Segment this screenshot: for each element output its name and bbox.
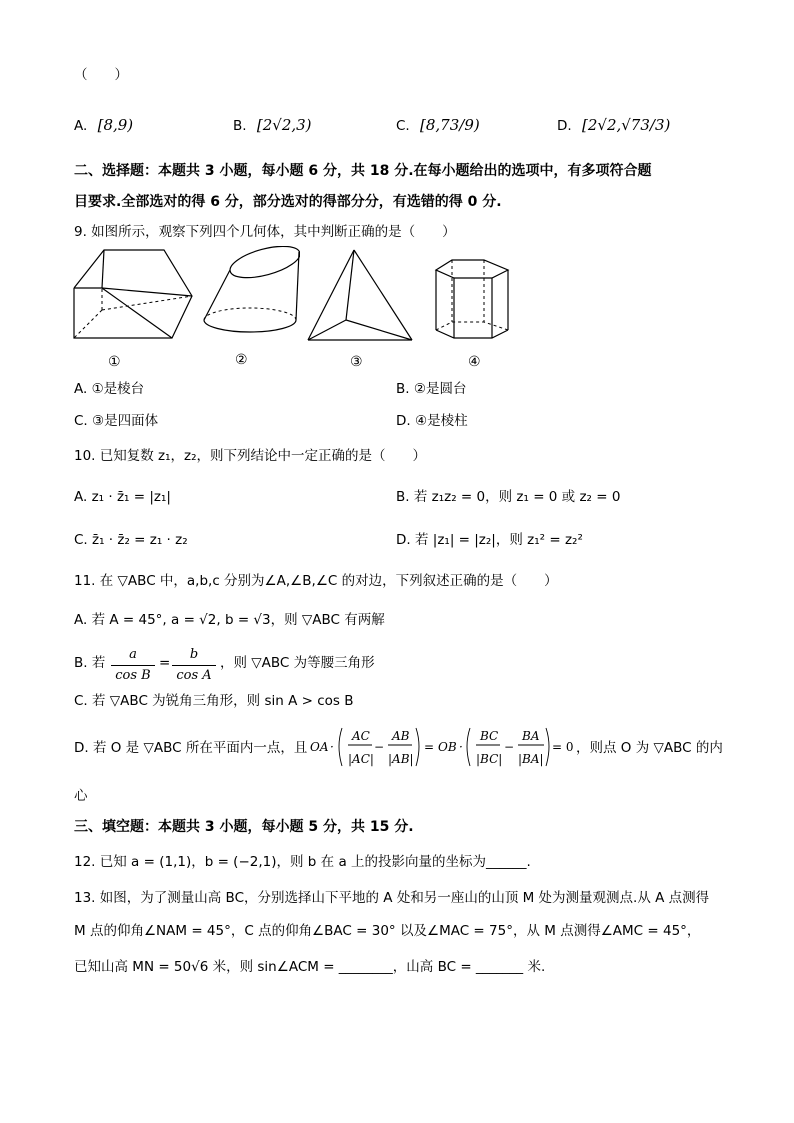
question-8-answer-paren: （ ）: [74, 67, 128, 83]
q9-option-b: B. ②是圆台: [396, 381, 467, 397]
svg-text:BA: BA: [522, 729, 540, 743]
q11-option-c: C. 若 ▽ABC 为锐角三角形，则 sin A > cos B: [74, 693, 354, 709]
q9-option-c: C. ③是四面体: [74, 413, 159, 429]
svg-text:OA: OA: [310, 740, 329, 754]
q8-option-d-value: [2√2,√73/3): [581, 116, 671, 134]
svg-text:−: −: [504, 740, 515, 754]
q13-line1: 13. 如图，为了测量山高 BC，分别选择山下平地的 A 处和另一座山的山顶 M 处为测量观测点.从 A 点测得: [74, 890, 710, 906]
svg-text:AC: AC: [352, 729, 370, 743]
q8-option-b-label: B.: [233, 118, 247, 134]
q8-option-c-value: [8,73/9): [420, 116, 480, 134]
q10-option-d: D. 若 |z₁| = |z₂|，则 z₁² = z₂²: [396, 532, 583, 548]
figure-4-solid: [434, 256, 514, 342]
q10-option-b: B. 若 z₁z₂ = 0，则 z₁ = 0 或 z₂ = 0: [396, 489, 621, 505]
figure-3-label: ③: [350, 354, 363, 370]
q8-option-a-label: A.: [74, 118, 88, 134]
q11-option-b-frac2-den: cos A: [176, 668, 212, 683]
q8-option-a: [74, 116, 133, 135]
q11-option-d-prefix: D. 若 O 是 ▽ABC 所在平面内一点，且: [74, 740, 308, 756]
q13-line3: 已知山高 MN = 50√6 米，则 sin∠ACM = ________，山高 BC = _______ 米.: [74, 959, 546, 975]
q9-option-a: A. ①是棱台: [74, 381, 145, 397]
q11-stem: 11. 在 ▽ABC 中，a,b,c 分别为∠A,∠B,∠C 的对边，下列叙述正确的是（ ）: [74, 573, 558, 589]
svg-text:AB: AB: [392, 729, 410, 743]
svg-text:·: ·: [459, 740, 463, 754]
section-2-heading-line2: 目要求.全部选对的得 6 分，部分选对的得部分分，有选错的得 0 分.: [74, 194, 502, 210]
q11-option-b-prefix: B. 若: [74, 655, 106, 671]
svg-text:−: −: [374, 740, 385, 754]
q12-text: 12. 已知 a = (1,1)，b = (−2,1)，则 b 在 a 上的投影向量的坐标为______.: [74, 854, 531, 870]
q11-option-b-frac2-num: b: [189, 647, 199, 662]
q8-option-b: [233, 116, 312, 135]
figure-2-solid: [200, 246, 300, 340]
q9-option-d: D. ④是棱柱: [396, 413, 468, 429]
q11-option-d-vector-equation: [308, 722, 574, 770]
q10-option-c: C. z̄₁ · z̄₂ = z₁ · z₂: [74, 532, 188, 548]
svg-text:= 0: = 0: [552, 740, 574, 754]
q8-option-c-label: C.: [396, 118, 410, 134]
figure-1-solid: [72, 248, 194, 344]
svg-text:OB: OB: [438, 740, 457, 754]
q8-option-c: [396, 116, 480, 135]
svg-text:|BC|: |BC|: [476, 752, 503, 766]
q11-option-b-suffix: ，则 ▽ABC 为等腰三角形: [220, 655, 375, 671]
figure-2-label: ②: [235, 352, 248, 368]
q11-option-b-frac1-bar: [111, 665, 155, 666]
q11-option-b-frac1-num: a: [129, 647, 137, 662]
q9-stem: 9. 如图所示，观察下列四个几何体，其中判断正确的是（ ）: [74, 224, 456, 240]
q8-option-d: [557, 116, 670, 135]
figure-1-label: ①: [108, 354, 121, 370]
q8-option-a-value: [8,9): [97, 116, 134, 134]
svg-text:·: ·: [330, 740, 334, 754]
section-2-heading-line1: 二、选择题：本题共 3 小题，每小题 6 分，共 18 分.在每小题给出的选项中，有多项符合题: [74, 163, 652, 179]
q10-option-a: A. z₁ · z̄₁ = |z₁|: [74, 489, 171, 505]
q8-option-b-value: [2√2,3): [256, 116, 312, 134]
q11-option-d-continuation: 心: [74, 788, 88, 804]
q11-option-b-equals: =: [159, 655, 171, 671]
svg-text:BC: BC: [480, 729, 499, 743]
svg-text:|BA|: |BA|: [518, 752, 544, 766]
q11-option-b-frac2-bar: [172, 665, 216, 666]
figure-4-label: ④: [468, 354, 481, 370]
q10-stem: 10. 已知复数 z₁，z₂，则下列结论中一定正确的是（ ）: [74, 448, 427, 464]
svg-text:=: =: [424, 740, 435, 754]
section-3-heading: 三、填空题：本题共 3 小题，每小题 5 分，共 15 分.: [74, 819, 414, 835]
svg-text:|AB|: |AB|: [388, 752, 414, 766]
q13-line2: M 点的仰角∠NAM = 45°，C 点的仰角∠BAC = 30° 以及∠MAC = 75°，从 M 点测得∠AMC = 45°，: [74, 923, 701, 939]
q11-option-b-frac1-den: cos B: [115, 668, 151, 683]
q8-option-d-label: D.: [557, 118, 572, 134]
q11-option-d-suffix: ，则点 O 为 ▽ABC 的内: [576, 740, 723, 756]
figure-3-solid: [306, 248, 416, 342]
q11-option-a: A. 若 A = 45°, a = √2, b = √3，则 ▽ABC 有两解: [74, 612, 385, 628]
svg-text:|AC|: |AC|: [348, 752, 374, 766]
